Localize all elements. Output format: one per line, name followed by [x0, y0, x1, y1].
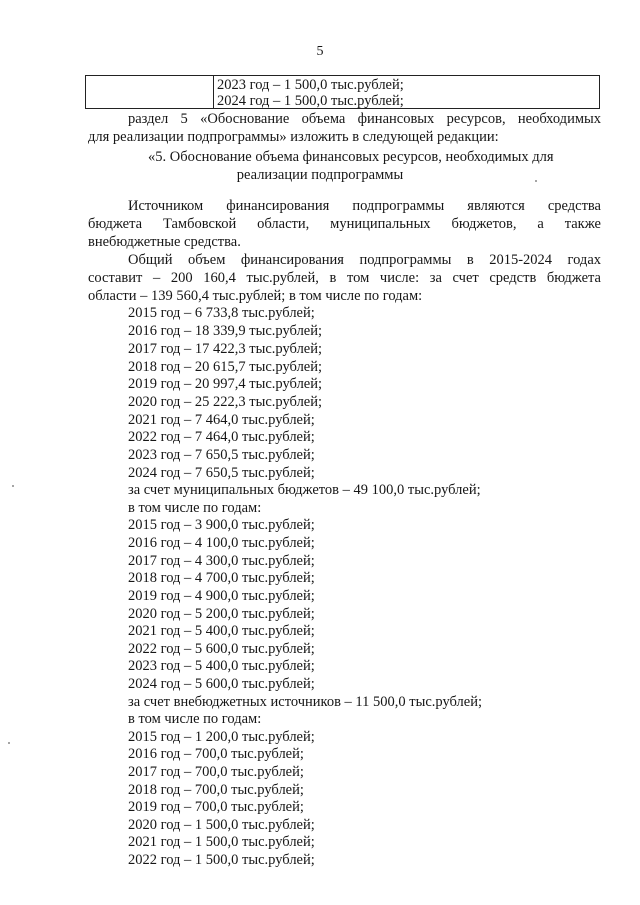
- list-item: 2019 год – 700,0 тыс.рублей;: [128, 799, 304, 815]
- table-column-divider: [213, 76, 214, 108]
- list-item: 2016 год – 700,0 тыс.рублей;: [128, 746, 304, 762]
- list-item: 2020 год – 5 200,0 тыс.рублей;: [128, 606, 315, 622]
- list-item: 2016 год – 4 100,0 тыс.рублей;: [128, 535, 315, 551]
- scan-speck: [12, 485, 14, 487]
- scan-speck: [8, 742, 10, 744]
- extrabudget-header-line-2: в том числе по годам:: [128, 711, 262, 727]
- list-item: 2021 год – 1 500,0 тыс.рублей;: [128, 834, 315, 850]
- para2-line-3: области – 139 560,4 тыс.рублей; в том числе по годам:: [88, 288, 423, 304]
- list-item: 2018 год – 20 615,7 тыс.рублей;: [128, 359, 323, 375]
- list-item: 2016 год – 18 339,9 тыс.рублей;: [128, 323, 323, 339]
- list-item: 2017 год – 700,0 тыс.рублей;: [128, 764, 304, 780]
- list-item: 2023 год – 7 650,5 тыс.рублей;: [128, 447, 315, 463]
- list-item: 2017 год – 17 422,3 тыс.рублей;: [128, 341, 323, 357]
- section-heading-line-2: реализации подпрограммы: [236, 167, 404, 183]
- scan-speck: [535, 180, 537, 182]
- para1-line-3: внебюджетные средства.: [88, 234, 241, 250]
- list-item: 2020 год – 25 222,3 тыс.рублей;: [128, 394, 323, 410]
- para1-line-2: бюджета Тамбовской области, муниципальных бюджетов, а также: [88, 216, 601, 232]
- list-item: 2019 год – 20 997,4 тыс.рублей;: [128, 376, 323, 392]
- municipal-header-line-2: в том числе по годам:: [128, 500, 262, 516]
- intro-line-2: для реализации подпрограммы» изложить в следующей редакции:: [88, 129, 499, 145]
- list-item: 2022 год – 5 600,0 тыс.рублей;: [128, 641, 315, 657]
- section-heading-line-1: «5. Обоснование объема финансовых ресурсов, необходимых для: [148, 149, 554, 165]
- table-row: 2023 год – 1 500,0 тыс.рублей;: [217, 77, 404, 93]
- list-item: 2021 год – 7 464,0 тыс.рублей;: [128, 412, 315, 428]
- table-row: 2024 год – 1 500,0 тыс.рублей;: [217, 93, 404, 109]
- list-item: 2021 год – 5 400,0 тыс.рублей;: [128, 623, 315, 639]
- para1-line-1: Источником финансирования подпрограммы являются средства: [128, 198, 601, 214]
- list-item: 2015 год – 3 900,0 тыс.рублей;: [128, 517, 315, 533]
- extrabudget-header-line-1: за счет внебюджетных источников – 11 500,0 тыс.рублей;: [128, 694, 482, 710]
- funding-table-fragment: [85, 75, 600, 109]
- municipal-header-line-1: за счет муниципальных бюджетов – 49 100,0 тыс.рублей;: [128, 482, 481, 498]
- list-item: 2022 год – 7 464,0 тыс.рублей;: [128, 429, 315, 445]
- intro-line-1: раздел 5 «Обоснование объема финансовых ресурсов, необходимых: [128, 111, 601, 127]
- list-item: 2020 год – 1 500,0 тыс.рублей;: [128, 817, 315, 833]
- list-item: 2019 год – 4 900,0 тыс.рублей;: [128, 588, 315, 604]
- list-item: 2018 год – 700,0 тыс.рублей;: [128, 782, 304, 798]
- para2-line-2: составит – 200 160,4 тыс.рублей, в том числе: за счет средств бюджета: [88, 270, 601, 286]
- list-item: 2024 год – 5 600,0 тыс.рублей;: [128, 676, 315, 692]
- para2-line-1: Общий объем финансирования подпрограммы в 2015-2024 годах: [128, 252, 601, 268]
- list-item: 2018 год – 4 700,0 тыс.рублей;: [128, 570, 315, 586]
- list-item: 2023 год – 5 400,0 тыс.рублей;: [128, 658, 315, 674]
- list-item: 2017 год – 4 300,0 тыс.рублей;: [128, 553, 315, 569]
- list-item: 2015 год – 1 200,0 тыс.рублей;: [128, 729, 315, 745]
- list-item: 2024 год – 7 650,5 тыс.рублей;: [128, 465, 315, 481]
- list-item: 2022 год – 1 500,0 тыс.рублей;: [128, 852, 315, 868]
- page-number: 5: [316, 44, 324, 59]
- list-item: 2015 год – 6 733,8 тыс.рублей;: [128, 305, 315, 321]
